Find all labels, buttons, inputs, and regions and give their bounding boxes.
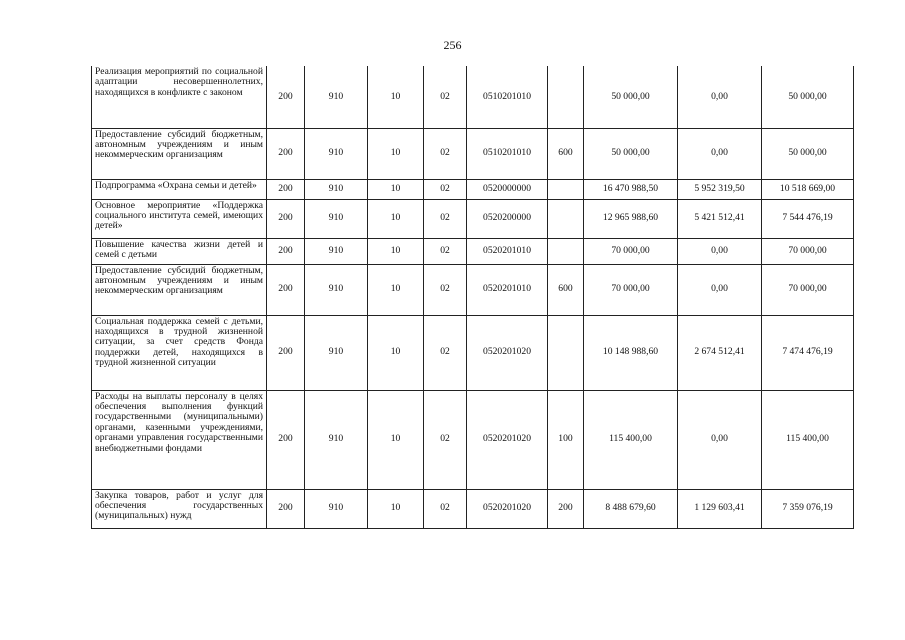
expense-type-cell (548, 66, 584, 128)
target-article-cell: 0520201010 (467, 264, 548, 315)
section-cell: 10 (368, 264, 424, 315)
target-article-cell: 0520201020 (467, 390, 548, 489)
subsection-cell: 02 (424, 390, 467, 489)
section-cell: 10 (368, 238, 424, 264)
code-ministry-cell: 910 (305, 238, 368, 264)
row-name-cell: Предоставление субсидий бюджетным, автономным учреждениям и иным некоммерческим организациям (92, 264, 267, 315)
sum-total-cell: 8 488 679,60 (584, 489, 678, 528)
code-ministry-cell: 910 (305, 128, 368, 179)
budget-table (91, 66, 854, 529)
target-article-cell: 0520201020 (467, 489, 548, 528)
code-ministry-cell: 910 (305, 390, 368, 489)
row-name-cell: Реализация мероприятий по социальной адаптации несовершеннолетних, находящихся в конфликте с законом (92, 66, 267, 128)
sum-total-cell: 10 148 988,60 (584, 315, 678, 390)
code-admin-cell: 200 (267, 238, 305, 264)
subsection-cell: 02 (424, 238, 467, 264)
code-admin-cell: 200 (267, 128, 305, 179)
subsection-cell: 02 (424, 128, 467, 179)
table-body (92, 66, 854, 528)
sum-local-cell: 115 400,00 (762, 390, 854, 489)
table-row (92, 264, 854, 315)
section-cell: 10 (368, 179, 424, 199)
expense-type-cell: 600 (548, 264, 584, 315)
target-article-cell: 0510201010 (467, 66, 548, 128)
sum-total-cell: 12 965 988,60 (584, 199, 678, 238)
row-name-cell: Закупка товаров, работ и услуг для обеспечения государственных (муниципальных) нужд (92, 489, 267, 528)
code-ministry-cell: 910 (305, 489, 368, 528)
subsection-cell: 02 (424, 66, 467, 128)
code-admin-cell: 200 (267, 199, 305, 238)
target-article-cell: 0510201010 (467, 128, 548, 179)
code-admin-cell: 200 (267, 179, 305, 199)
sum-local-cell: 70 000,00 (762, 238, 854, 264)
sum-federal-cell: 5 952 319,50 (678, 179, 762, 199)
target-article-cell: 0520201020 (467, 315, 548, 390)
table-row (92, 315, 854, 390)
sum-federal-cell: 0,00 (678, 390, 762, 489)
sum-total-cell: 115 400,00 (584, 390, 678, 489)
section-cell: 10 (368, 128, 424, 179)
expense-type-cell: 600 (548, 128, 584, 179)
row-name-cell: Повышение качества жизни детей и семей с детьми (92, 238, 267, 264)
sum-local-cell: 7 359 076,19 (762, 489, 854, 528)
table-row (92, 66, 854, 128)
sum-federal-cell: 5 421 512,41 (678, 199, 762, 238)
row-name-cell: Подпрограмма «Охрана семьи и детей» (92, 179, 267, 199)
code-admin-cell: 200 (267, 66, 305, 128)
subsection-cell: 02 (424, 264, 467, 315)
sum-federal-cell: 0,00 (678, 238, 762, 264)
expense-type-cell (548, 315, 584, 390)
table-row (92, 390, 854, 489)
subsection-cell: 02 (424, 315, 467, 390)
section-cell: 10 (368, 489, 424, 528)
sum-local-cell: 10 518 669,00 (762, 179, 854, 199)
sum-total-cell: 50 000,00 (584, 66, 678, 128)
code-ministry-cell: 910 (305, 179, 368, 199)
code-admin-cell: 200 (267, 390, 305, 489)
sum-local-cell: 50 000,00 (762, 66, 854, 128)
expense-type-cell (548, 179, 584, 199)
sum-total-cell: 50 000,00 (584, 128, 678, 179)
subsection-cell: 02 (424, 199, 467, 238)
sum-local-cell: 7 474 476,19 (762, 315, 854, 390)
row-name-cell: Социальная поддержка семей с детьми, находящихся в трудной жизненной ситуации, за счет средств Фонда поддержки детей, находящихся в трудной жизненной ситуации (92, 315, 267, 390)
sum-local-cell: 70 000,00 (762, 264, 854, 315)
table-row (92, 489, 854, 528)
code-ministry-cell: 910 (305, 199, 368, 238)
sum-local-cell: 7 544 476,19 (762, 199, 854, 238)
expense-type-cell: 200 (548, 489, 584, 528)
section-cell: 10 (368, 199, 424, 238)
code-admin-cell: 200 (267, 489, 305, 528)
page-number: 256 (443, 38, 462, 52)
sum-federal-cell: 0,00 (678, 128, 762, 179)
code-admin-cell: 200 (267, 315, 305, 390)
sum-local-cell: 50 000,00 (762, 128, 854, 179)
sum-total-cell: 70 000,00 (584, 264, 678, 315)
section-cell: 10 (368, 390, 424, 489)
target-article-cell: 0520201010 (467, 238, 548, 264)
sum-total-cell: 70 000,00 (584, 238, 678, 264)
code-ministry-cell: 910 (305, 315, 368, 390)
sum-federal-cell: 0,00 (678, 264, 762, 315)
expense-type-cell (548, 199, 584, 238)
row-name-cell: Основное мероприятие «Поддержка социального института семей, имеющих детей» (92, 199, 267, 238)
row-name-cell: Предоставление субсидий бюджетным, автономным учреждениям и иным некоммерческим организациям (92, 128, 267, 179)
expense-type-cell (548, 238, 584, 264)
section-cell: 10 (368, 315, 424, 390)
section-cell: 10 (368, 66, 424, 128)
expense-type-cell: 100 (548, 390, 584, 489)
target-article-cell: 0520200000 (467, 199, 548, 238)
sum-federal-cell: 1 129 603,41 (678, 489, 762, 528)
code-ministry-cell: 910 (305, 66, 368, 128)
table-row (92, 238, 854, 264)
code-admin-cell: 200 (267, 264, 305, 315)
subsection-cell: 02 (424, 179, 467, 199)
sum-total-cell: 16 470 988,50 (584, 179, 678, 199)
table-row (92, 179, 854, 199)
row-name-cell: Расходы на выплаты персоналу в целях обеспечения выполнения функций государственными (муниципальными) органами, казенными учреждениями, органами управления государственными внебюджетными фондами (92, 390, 267, 489)
code-ministry-cell: 910 (305, 264, 368, 315)
subsection-cell: 02 (424, 489, 467, 528)
table-row (92, 199, 854, 238)
sum-federal-cell: 0,00 (678, 66, 762, 128)
target-article-cell: 0520000000 (467, 179, 548, 199)
sum-federal-cell: 2 674 512,41 (678, 315, 762, 390)
table-row (92, 128, 854, 179)
